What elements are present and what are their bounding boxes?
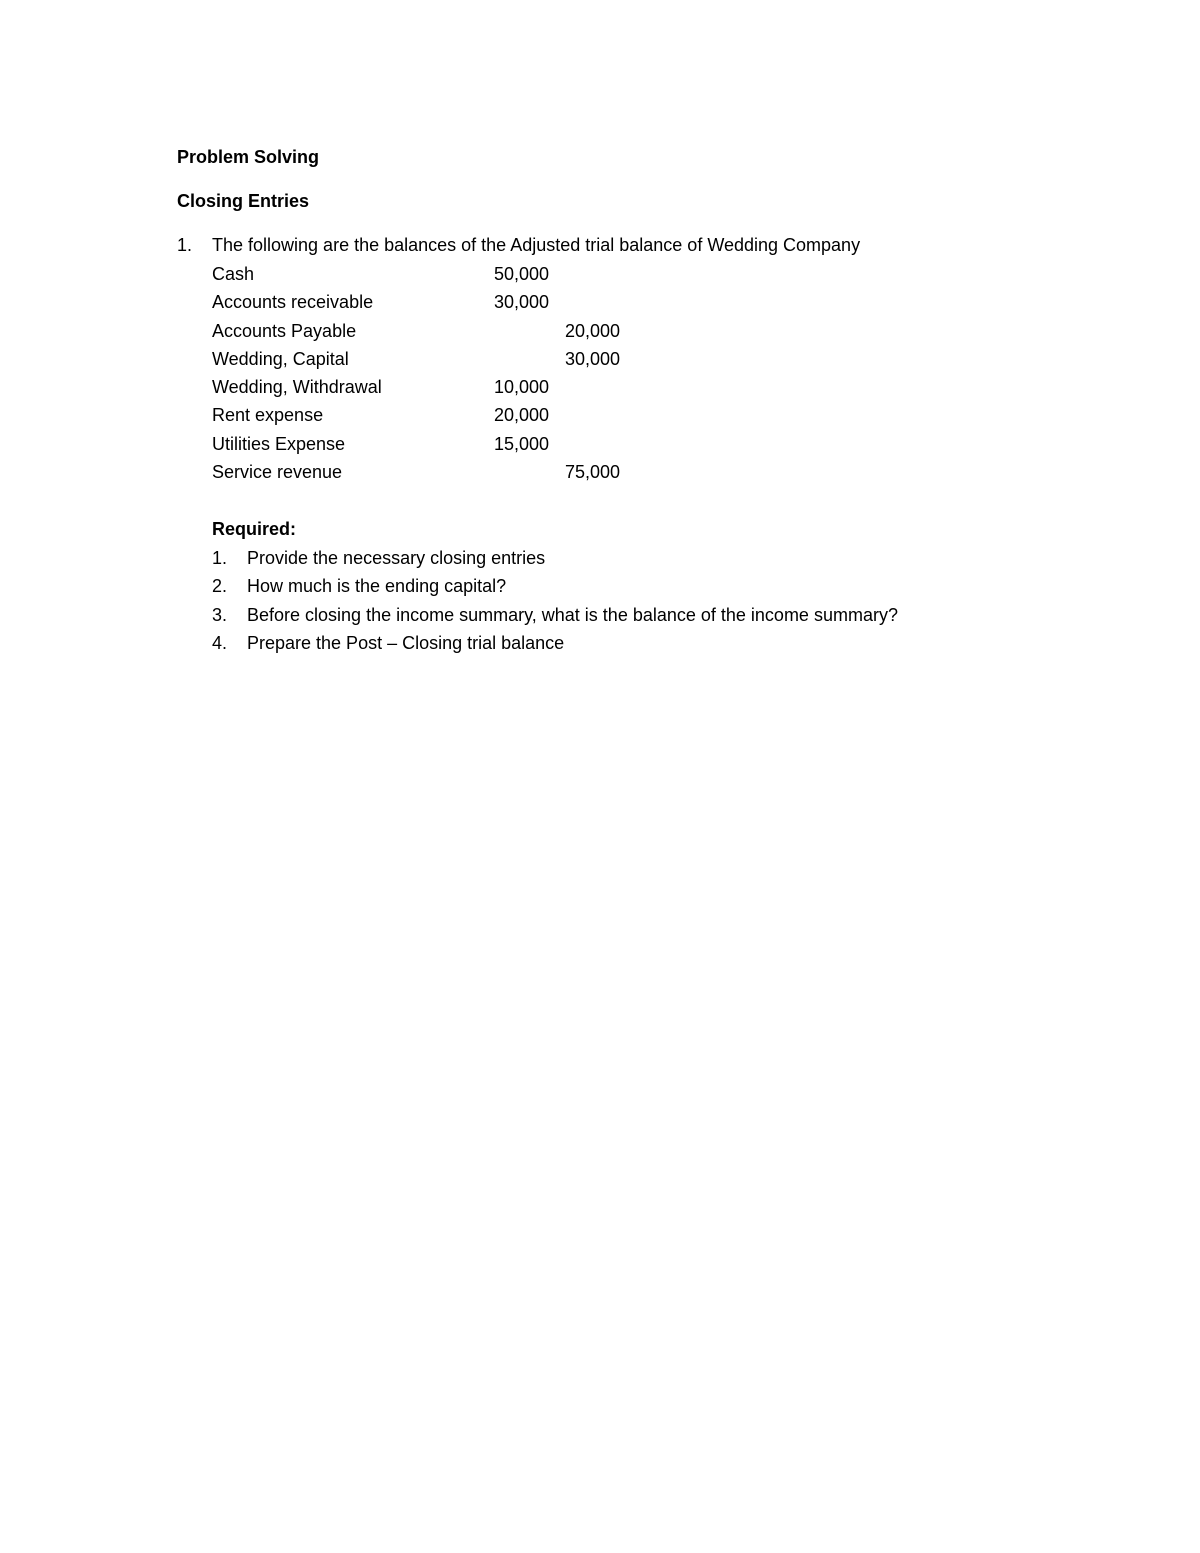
account-name: Service revenue bbox=[212, 462, 343, 483]
item-text: How much is the ending capital? bbox=[247, 576, 507, 597]
table-row bbox=[212, 404, 672, 432]
table-row bbox=[212, 263, 672, 291]
table-row bbox=[212, 291, 672, 319]
item-number: 4. bbox=[212, 632, 228, 653]
table-row bbox=[212, 461, 672, 489]
account-name: Cash bbox=[212, 264, 255, 284]
account-name: Wedding, Withdrawal bbox=[212, 377, 382, 398]
debit-amount: 10,000 bbox=[494, 377, 550, 398]
item-number: 3. bbox=[212, 604, 228, 625]
item-text: Before closing the income summary, what is the balance of the income summary? bbox=[247, 604, 898, 625]
table-row bbox=[212, 376, 672, 404]
required-list bbox=[212, 547, 1032, 660]
table-row bbox=[212, 433, 672, 461]
credit-amount: 30,000 bbox=[565, 348, 621, 369]
required-heading: Required: bbox=[212, 519, 297, 539]
debit-amount: 15,000 bbox=[494, 433, 550, 454]
list-item bbox=[212, 575, 1032, 603]
debit-amount: 30,000 bbox=[494, 292, 550, 313]
item-number: 1. bbox=[212, 548, 228, 568]
table-row bbox=[212, 320, 672, 348]
debit-amount: 50,000 bbox=[494, 264, 550, 284]
page-title: Problem Solving bbox=[177, 147, 320, 167]
list-item bbox=[212, 547, 1032, 575]
question-text: The following are the balances of the Adjusted trial balance of Wedding Company bbox=[212, 235, 861, 255]
debit-amount: 20,000 bbox=[494, 405, 550, 426]
list-item bbox=[212, 604, 1032, 632]
credit-amount: 75,000 bbox=[565, 462, 621, 483]
account-name: Accounts receivable bbox=[212, 292, 374, 313]
item-number: 2. bbox=[212, 576, 228, 597]
account-name: Accounts Payable bbox=[212, 320, 357, 341]
account-name: Wedding, Capital bbox=[212, 348, 349, 369]
question-number: 1. bbox=[177, 235, 193, 255]
item-text: Provide the necessary closing entries bbox=[247, 548, 546, 568]
credit-amount: 20,000 bbox=[565, 320, 621, 341]
list-item bbox=[212, 632, 1032, 660]
section-heading: Closing Entries bbox=[177, 191, 310, 211]
table-row bbox=[212, 348, 672, 376]
account-name: Utilities Expense bbox=[212, 433, 346, 454]
item-text: Prepare the Post – Closing trial balance bbox=[247, 632, 565, 653]
account-name: Rent expense bbox=[212, 405, 324, 426]
trial-balance-table bbox=[212, 263, 672, 489]
